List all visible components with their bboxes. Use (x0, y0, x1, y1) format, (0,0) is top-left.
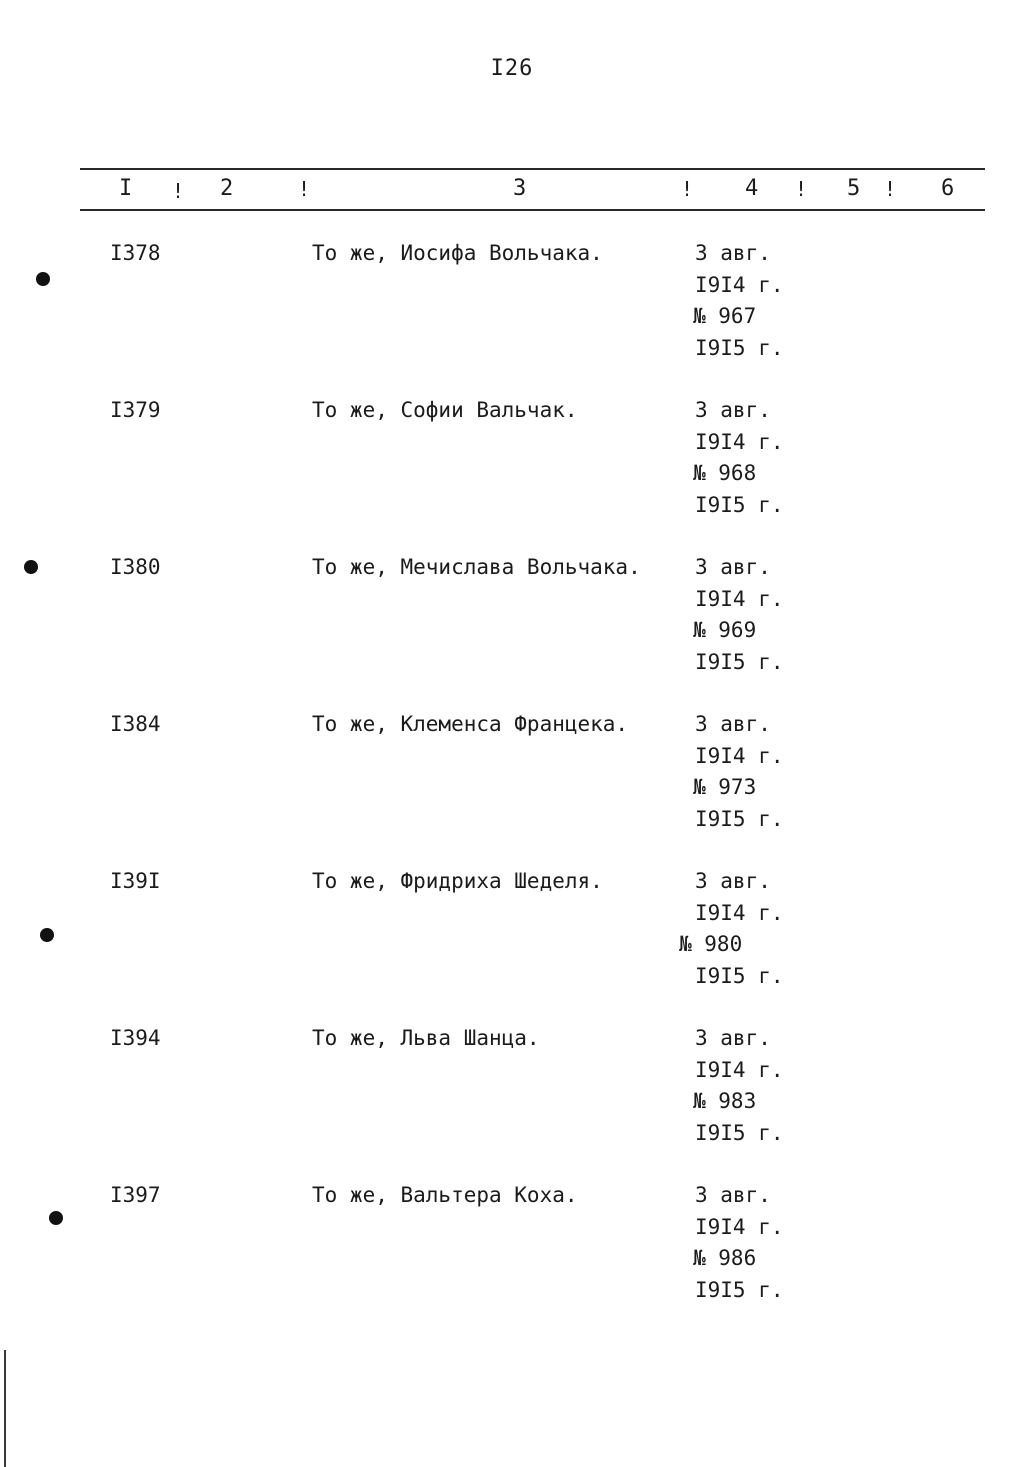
date-day-month: 3 авг. (695, 398, 771, 422)
record-dates (679, 866, 784, 992)
date-year: I9I4 г. (695, 900, 784, 925)
record-description: То же, Вальтера Коха. (312, 1183, 578, 1207)
record-number: I397 (110, 1183, 161, 1207)
date-day-month: 3 авг. (695, 1183, 771, 1207)
date-day-month: 3 авг. (695, 555, 771, 579)
document-ref: № 983 (693, 1089, 757, 1113)
record-number: I378 (110, 241, 161, 265)
document-ref: № 967 (693, 304, 757, 328)
record-number: I394 (110, 1026, 161, 1050)
column-separator: ! (172, 179, 185, 203)
table-row (0, 1180, 1024, 1337)
record-dates (695, 238, 784, 364)
table-row (0, 1023, 1024, 1180)
record-number: I379 (110, 398, 161, 422)
record-dates (695, 552, 784, 678)
document-ref: № 973 (693, 775, 757, 799)
date-day-month: 3 авг. (695, 869, 771, 893)
date-year: I9I4 г. (695, 743, 784, 768)
record-dates (695, 1180, 784, 1306)
record-number: I39I (110, 869, 161, 893)
punch-hole-mark (40, 928, 54, 942)
column-header-2: 2 (220, 176, 234, 201)
record-dates (695, 1023, 784, 1149)
table-row (0, 866, 1024, 1023)
record-description: То же, Льва Шанца. (312, 1026, 540, 1050)
ref-year: I9I5 г. (695, 335, 784, 360)
document-ref: № 986 (693, 1246, 757, 1270)
column-header-3: 3 (513, 176, 527, 201)
column-separator: ! (298, 177, 311, 201)
ref-year: I9I5 г. (695, 492, 784, 517)
column-header-6: 6 (941, 176, 955, 201)
punch-hole-mark (49, 1211, 63, 1225)
table-row (0, 395, 1024, 552)
record-description: То же, Мечислава Вольчака. (312, 555, 641, 579)
punch-hole-mark (36, 272, 50, 286)
date-day-month: 3 авг. (695, 1026, 771, 1050)
record-dates (695, 709, 784, 835)
ref-year: I9I5 г. (695, 1277, 784, 1302)
column-header-4: 4 (745, 176, 759, 201)
record-number: I384 (110, 712, 161, 736)
date-day-month: 3 авг. (695, 712, 771, 736)
column-separator: ! (884, 177, 897, 201)
column-header-1: I (119, 176, 133, 201)
record-description: То же, Софии Вальчак. (312, 398, 578, 422)
column-header-5: 5 (847, 176, 861, 201)
table-top-rule (80, 168, 985, 170)
date-year: I9I4 г. (695, 1057, 784, 1082)
column-separator: ! (795, 177, 808, 201)
table-row (0, 709, 1024, 866)
ref-year: I9I5 г. (695, 806, 784, 831)
document-ref: № 980 (679, 932, 743, 956)
page-number: I26 (490, 56, 534, 81)
margin-edge-line (4, 1350, 6, 1467)
ref-year: I9I5 г. (695, 649, 784, 674)
record-description: То же, Клеменса Францека. (312, 712, 629, 736)
table-row (0, 238, 1024, 395)
date-year: I9I4 г. (695, 586, 784, 611)
date-year: I9I4 г. (695, 1214, 784, 1239)
table-header-rule (80, 209, 985, 211)
table-row (0, 552, 1024, 709)
document-ref: № 968 (693, 461, 757, 485)
date-day-month: 3 авг. (695, 241, 771, 265)
record-dates (695, 395, 784, 521)
ref-year: I9I5 г. (695, 1120, 784, 1145)
document-ref: № 969 (693, 618, 757, 642)
date-year: I9I4 г. (695, 272, 784, 297)
table-header (0, 173, 1024, 205)
table-body (0, 238, 1024, 1337)
ref-year: I9I5 г. (695, 963, 784, 988)
record-number: I380 (110, 555, 161, 579)
record-description: То же, Фридриха Шеделя. (312, 869, 603, 893)
date-year: I9I4 г. (695, 429, 784, 454)
punch-hole-mark (24, 560, 38, 574)
record-description: То же, Иосифа Вольчака. (312, 241, 603, 265)
column-separator: ! (681, 177, 694, 201)
